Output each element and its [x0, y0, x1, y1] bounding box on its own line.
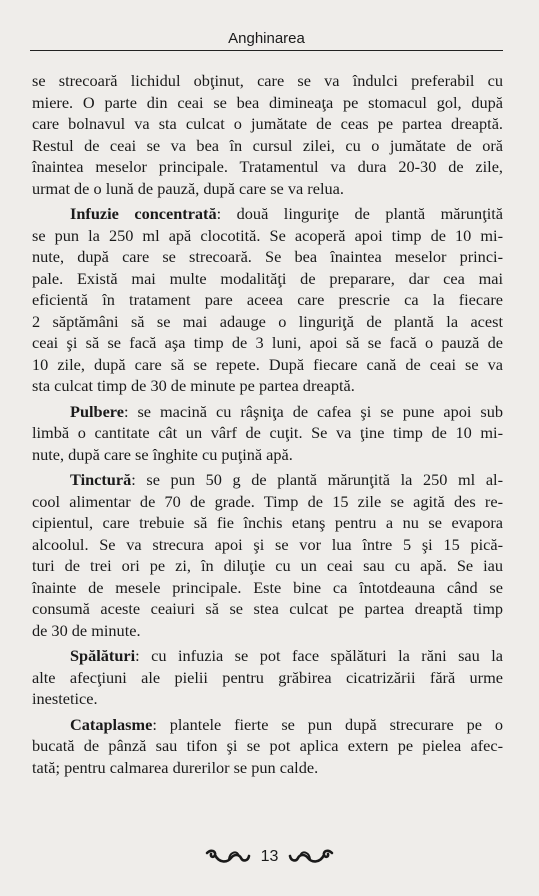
text-line: pale. Există mai multe modalităţi de preparare, dar cea mai — [32, 268, 503, 288]
term-heading: Cataplasme — [70, 714, 153, 734]
text-run: : se pun 50 g de plantă mărunţită la 250 ml al- — [131, 470, 503, 489]
text-line: 10 zile, după care să se repete. După fiecare cană de ceai se va — [32, 354, 503, 374]
paragraph-first-line — [32, 645, 503, 667]
text-line: turi de trei ori pe zi, în diluţie cu un ceai sau cu apă. Se iau — [32, 556, 503, 575]
text-run: : două linguriţe de plantă mărunţită — [216, 204, 503, 223]
term-heading: Spălături — [70, 646, 136, 665]
paragraph-continuation — [32, 70, 503, 199]
text-run: : cu infuzia se pot face spălături la răni sau la — [135, 646, 503, 665]
text-run: : plantele fierte se pun după strecurare pe o — [152, 714, 503, 734]
curl-ornament-right-icon — [288, 848, 334, 866]
text-line: alte afecţiuni ale pielii pentru grăbirea cicatrizării fără urme — [32, 667, 503, 687]
paragraph-tinctura — [32, 469, 503, 641]
text-line: bucată de pânză sau tifon şi se pot aplica extern pe pielea afec- — [32, 736, 503, 755]
term-heading: Infuzie concentrată — [70, 204, 217, 223]
body-text — [32, 70, 503, 778]
text-line: tată; pentru calmarea durerilor se pun calde. — [32, 757, 319, 777]
text-line: 2 săptămâni să se mai adauge o linguriţă de plantă la acest — [32, 311, 503, 331]
text-line: cipientul, care trebuie să fie închis etanş pentru a nu se evapora — [32, 513, 503, 532]
term-heading: Pulbere — [70, 401, 124, 421]
curl-ornament-left-icon — [205, 848, 251, 866]
paragraph-first-line — [32, 714, 503, 736]
text-run: : se macină cu râşniţa de cafea şi se pune apoi sub — [123, 401, 503, 421]
text-line: urmat de o lună de pauză, după care se va relua. — [32, 178, 344, 198]
paragraph-pulbere — [32, 401, 503, 466]
text-line: eficientă în tratament pare aceea care prescrie ca la fiecare — [32, 290, 503, 309]
paragraph-first-line — [32, 401, 503, 423]
text-line: Restul de ceai se va bea în cursul zilei, cu o jumătate de oră — [32, 135, 503, 155]
text-line: ceai şi să se facă aşa timp de 3 luni, apoi să se facă o pauză de — [32, 333, 503, 352]
text-line: inestetice. — [32, 689, 98, 708]
text-line: înaintea meselor principale. Tratamentul va dura 20-30 de zile, — [32, 157, 503, 176]
paragraph-first-line — [32, 469, 503, 491]
running-head-title: Anghinarea — [228, 30, 305, 47]
term-heading: Tinctură — [70, 470, 132, 489]
text-line: alcoolul. Se va strecura apoi şi se vor lua între 5 şi 15 pică- — [32, 534, 503, 554]
text-line: nute, după care se strecoară. Se bea înaintea meselor princi- — [32, 247, 503, 266]
paragraph-spalaturi — [32, 645, 503, 710]
text-line: înainte de mesele principale. Este bine ca întotdeauna când se — [32, 577, 503, 597]
text-line: care bolnavul va sta culcat o jumătate de ceas pe partea dreaptă. — [32, 114, 503, 133]
text-line: se strecoară lichidul obţinut, care se va îndulci preferabil cu — [32, 71, 503, 90]
paragraph-infuzie-concentrata — [32, 203, 503, 397]
text-line: se pun la 250 ml apă clocotită. Se acoperă apoi timp de 10 mi- — [32, 225, 503, 245]
text-line: nute, după care se înghite cu puţină apă. — [32, 444, 293, 464]
text-line: cool alimentar de 70 de grade. Timp de 15 zile se agită des re- — [32, 491, 503, 511]
paragraph-first-line — [32, 203, 503, 225]
text-line: sta culcat timp de 30 de minute pe partea dreaptă. — [32, 376, 355, 395]
text-line: de 30 de minute. — [32, 620, 141, 640]
page-number: 13 — [260, 848, 279, 865]
text-line: miere. O parte din ceai se bea dimineaţa pe stomacul gol, după — [32, 92, 503, 112]
text-line: consumă aceste ceaiuri să se stea culcat pe partea dreaptă timp — [32, 599, 503, 618]
page-footer — [0, 843, 539, 871]
paragraph-cataplasme — [32, 714, 503, 779]
text-line: limbă o cantitate cât un vârf de cuţit. Se va ţine timp de 10 mi- — [32, 423, 503, 442]
running-head — [30, 30, 503, 51]
